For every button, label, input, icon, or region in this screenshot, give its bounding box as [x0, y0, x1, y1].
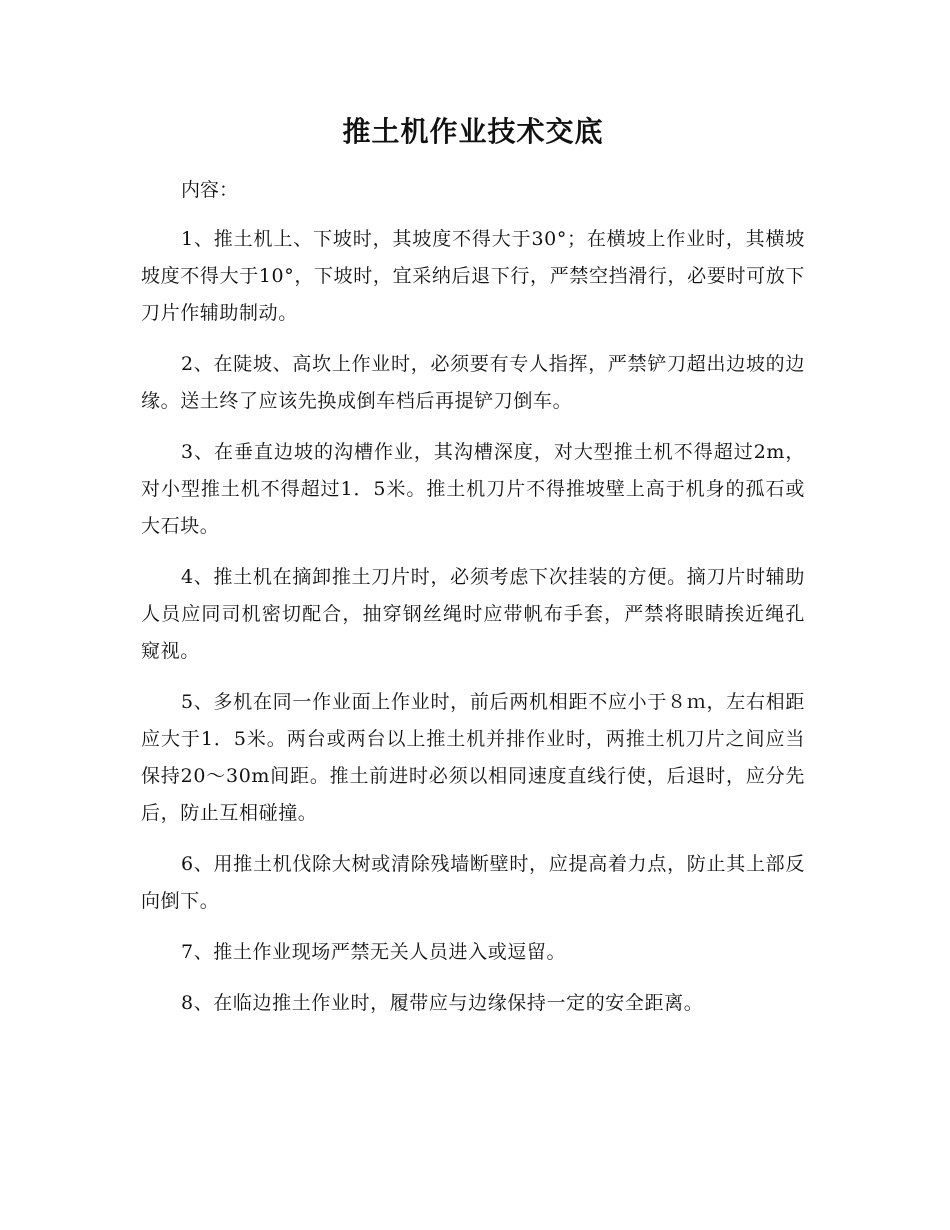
paragraph-8: 8、在临边推土作业时，履带应与边缘保持一定的安全距离。	[181, 992, 704, 1014]
document-title: 推土机作业技术交底	[342, 115, 604, 148]
paragraph-6: 6、用推土机伐除大树或清除残墙断壁时，应提高着力点，防止其上部反向倒下。	[141, 853, 805, 912]
paragraph-3: 3、在垂直边坡的沟槽作业，其沟槽深度，对大型推土机不得超过2m，对小型推土机不得超过1．5米。推土机刀片不得推坡壁上高于机身的孤石或大石块。	[141, 441, 805, 537]
paragraph-4: 4、推土机在摘卸推土刀片时，必须考虑下次挂装的方便。摘刀片时辅助人员应同司机密切配合，抽穿钢丝绳时应带帆布手套，严禁将眼睛挨近绳孔窥视。	[141, 566, 805, 662]
paragraph-7: 7、推土作业现场严禁无关人员进入或逗留。	[181, 941, 567, 963]
intro-label: 内容：	[181, 179, 239, 201]
document-page	[141, 112, 805, 1036]
paragraph-5: 5、多机在同一作业面上作业时，前后两机相距不应小于８ｍ，左右相距应大于1．5米。两台或两台以上推土机并排作业时，两推土机刀片之间应当保持20～30m间距。推土前进时必须以相同速度直线行使，后退时，应分先后，防止互相碰撞。	[141, 691, 805, 824]
paragraph-2: 2、在陡坡、高坎上作业时，必须要有专人指挥，严禁铲刀超出边坡的边缘。送土终了应该先换成倒车档后再提铲刀倒车。	[141, 353, 805, 412]
paragraph-1: 1、推土机上、下坡时，其坡度不得大于30°；在横坡上作业时，其横坡坡度不得大于10°，下坡时，宜采纳后退下行，严禁空挡滑行，必要时可放下刀片作辅助制动。	[141, 228, 805, 324]
